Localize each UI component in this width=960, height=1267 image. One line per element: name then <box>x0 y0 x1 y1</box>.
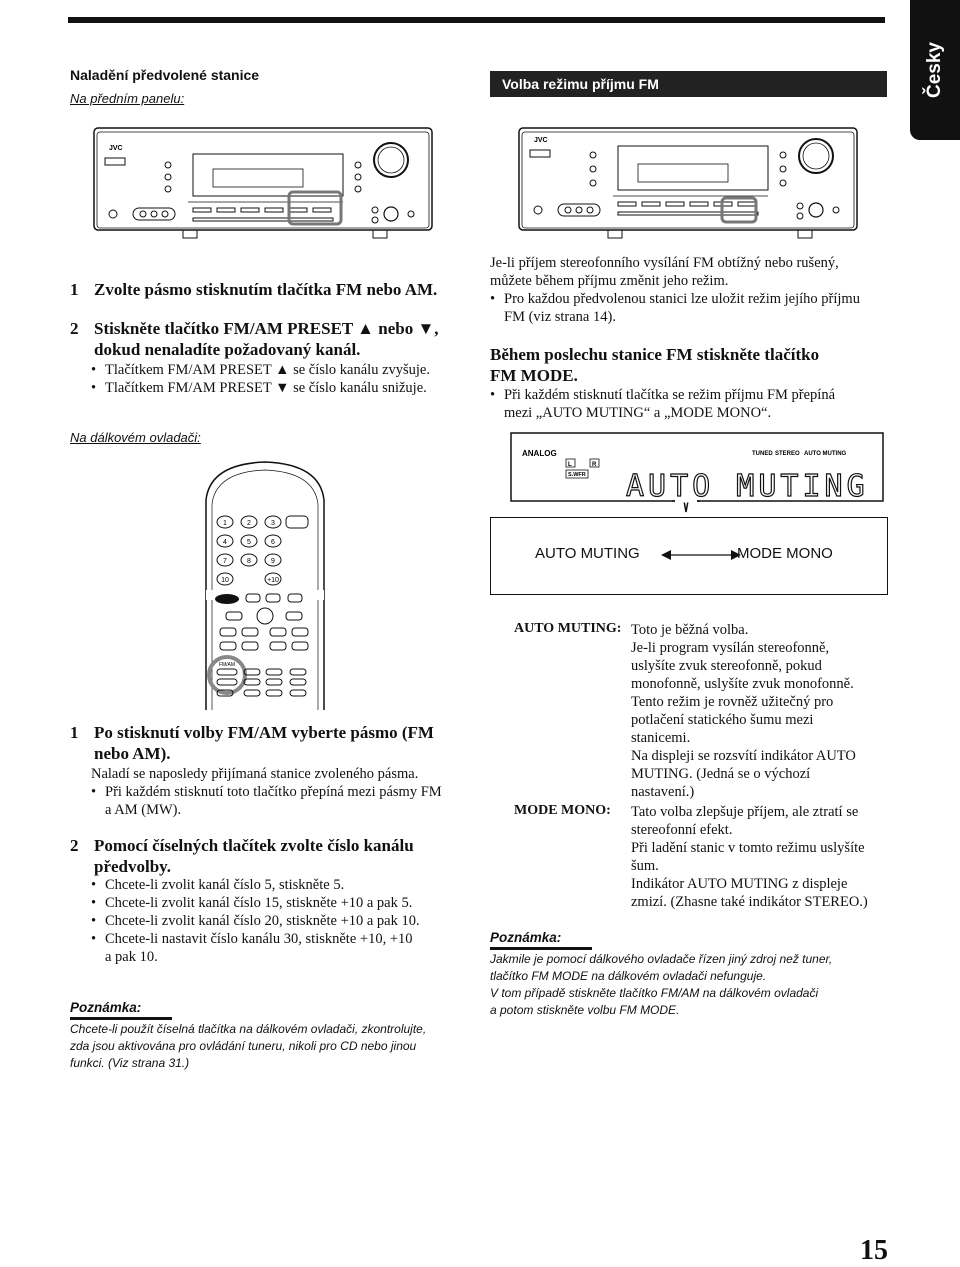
right-note-title: Poznámka: <box>490 930 562 945</box>
note-line: tlačítko FM MODE na dálkovém ovladači nefunguje. <box>490 969 767 983</box>
step-title-line: dokud nenaladíte požadovaný kanál. <box>94 340 361 359</box>
brand-logo: JVC <box>534 137 548 144</box>
bullet-continuation: a AM (MW). <box>105 802 182 818</box>
def-line: Indikátor AUTO MUTING z displeje <box>631 876 848 892</box>
step-title-line: Během poslechu stanice FM stiskněte tlačítko <box>490 345 820 364</box>
analog-indicator: ANALOG <box>522 449 557 458</box>
stereo-indicator: STEREO <box>775 451 800 457</box>
note-line: Jakmile je pomocí dálkového ovladače řízen jiný zdroj než tuner, <box>490 952 833 966</box>
remote-label: Na dálkovém ovladači: <box>70 430 201 445</box>
remote-step-1 <box>70 722 490 764</box>
right-note-text <box>490 951 890 1019</box>
mode-toggle-box <box>490 517 888 595</box>
remote-key: 8 <box>247 558 251 565</box>
def-line: Na displeji se rozsvítí indikátor AUTO <box>631 748 856 764</box>
def-line: Toto je běžná volba. <box>631 622 749 638</box>
def-term-auto-muting: AUTO MUTING: <box>514 621 622 636</box>
remote-key: 1 <box>223 520 227 527</box>
def-mode-mono <box>631 803 901 911</box>
remote-key: 7 <box>223 558 227 565</box>
def-line: MUTING. (Jedná se o výchozí <box>631 766 811 782</box>
remote-step-2 <box>70 835 490 877</box>
language-tab <box>910 0 960 140</box>
segment-display-text: AUTO MUTING <box>626 469 869 504</box>
fm-am-key-label: FM/AM <box>218 662 236 668</box>
remote-step-2-bullets <box>91 876 481 966</box>
remote-key: 4 <box>223 539 227 546</box>
step-text: Naladí se naposledy přijímaná stanice zvoleného pásma. <box>91 766 419 782</box>
double-arrow-icon <box>661 548 741 562</box>
def-line: Tento režim je rovněž užitečný pro <box>631 694 834 710</box>
bullet-item: • Tlačítkem FM/AM PRESET ▲ se číslo kanálu zvyšuje. <box>91 361 471 379</box>
remote-control-illustration <box>200 460 330 710</box>
left-note-text <box>70 1021 470 1072</box>
fm-mode-step <box>490 344 890 386</box>
intro-line: Je-li příjem stereofonního vysílání FM obtížný nebo rušený, <box>490 255 839 271</box>
bullet-item: • Chcete-li zvolit kanál číslo 5, stiskněte 5. <box>91 876 481 894</box>
remote-step-1-body <box>91 765 481 819</box>
right-note-underline <box>490 947 592 950</box>
language-tab-label: Česky <box>924 42 945 98</box>
top-rule <box>68 17 885 23</box>
remote-key: 5 <box>247 539 251 546</box>
def-line: Při ladění stanic v tomto režimu uslyšíte <box>631 840 865 856</box>
step-number: 2 <box>70 836 79 855</box>
display-panel <box>510 432 884 516</box>
bullet-item: • Pro každou předvolenou stanici lze uložit režim jejího příjmu <box>490 290 890 308</box>
receiver-front-panel-right <box>518 122 860 244</box>
bullet-item: • Chcete-li zvolit kanál číslo 20, stiskněte +10 a pak 10. <box>91 912 481 930</box>
toggle-mode-mono: MODE MONO <box>737 545 833 562</box>
def-line: stanicemi. <box>631 730 691 746</box>
def-line: stereofonní efekt. <box>631 822 733 838</box>
note-line: Chcete-li použít číselná tlačítka na dálkovém ovladači, zkontrolujte, <box>70 1022 427 1036</box>
bullet-continuation: mezi „AUTO MUTING“ a „MODE MONO“. <box>504 405 772 421</box>
def-line: monofonně, uslyšíte zvuk monofonně. <box>631 676 854 692</box>
note-line: funkci. (Viz strana 31.) <box>70 1056 190 1070</box>
step-title-line: Po stisknutí volby FM/AM vyberte pásmo (FM <box>94 723 434 742</box>
bullet-item: • Chcete-li zvolit kanál číslo 15, stiskněte +10 a pak 5. <box>91 894 481 912</box>
remote-key: 6 <box>271 539 275 546</box>
remote-key: 3 <box>271 520 275 527</box>
step-title-line: FM MODE. <box>490 366 578 385</box>
l-indicator: L <box>568 462 572 468</box>
tuned-indicator: TUNED <box>752 451 773 457</box>
front-panel-label: Na předním panelu: <box>70 91 185 106</box>
fm-mode-heading: Volba režimu příjmu FM <box>490 71 887 97</box>
def-line: Tato volba zlepšuje příjem, ale ztratí se <box>631 804 859 820</box>
left-heading: Naladění předvolené stanice <box>70 67 260 83</box>
remote-key: +10 <box>267 577 279 584</box>
bullet-item: • Chcete-li nastavit číslo kanálu 30, stiskněte +10, +10 <box>91 930 481 948</box>
step-number: 1 <box>70 723 79 742</box>
remote-key: 9 <box>271 558 275 565</box>
left-note-underline <box>70 1017 172 1020</box>
remote-key: 10 <box>221 577 229 584</box>
receiver-front-panel-left <box>93 122 435 244</box>
def-line: uslyšíte zvuk stereofonně, pokud <box>631 658 822 674</box>
front-step-2-bullets <box>91 361 471 397</box>
step-title-line: předvolby. <box>94 857 171 876</box>
bullet-continuation: FM (viz strana 14). <box>504 309 616 325</box>
step-title-line: Pomocí číselných tlačítek zvolte číslo kanálu <box>94 836 414 855</box>
def-line: šum. <box>631 858 659 874</box>
intro-line: můžete během příjmu změnit jeho režim. <box>490 273 729 289</box>
def-line: potlačení statického šumu mezi <box>631 712 814 728</box>
note-line: a potom stiskněte volbu FM MODE. <box>490 1003 680 1017</box>
bullet-item: • Při každém stisknutí tlačítka se režim příjmu FM přepíná <box>490 386 890 404</box>
right-intro <box>490 254 890 326</box>
step-title: Zvolte pásmo stisknutím tlačítka FM nebo AM. <box>94 280 438 299</box>
auto-muting-indicator: AUTO MUTING <box>804 451 847 457</box>
bullet-item: • Tlačítkem FM/AM PRESET ▼ se číslo kanálu snižuje. <box>91 379 471 397</box>
left-note-title: Poznámka: <box>70 1000 142 1015</box>
step-title-line: Stiskněte tlačítko FM/AM PRESET ▲ nebo ▼, <box>94 319 439 338</box>
remote-key: 2 <box>247 520 251 527</box>
front-step-2 <box>70 318 480 360</box>
step-number: 1 <box>70 280 79 299</box>
def-line: Je-li program vysílán stereofonně, <box>631 640 830 656</box>
r-indicator: R <box>592 462 597 468</box>
brand-logo: JVC <box>109 145 123 152</box>
step-number: 2 <box>70 319 79 338</box>
bullet-continuation: a pak 10. <box>105 949 158 965</box>
page-number: 15 <box>860 1235 888 1266</box>
step-title-line: nebo AM). <box>94 744 171 763</box>
fm-mode-bullets <box>490 386 890 422</box>
bullet-item: • Při každém stisknutí toto tlačítko přepíná mezi pásmy FM <box>91 783 481 801</box>
def-auto-muting <box>631 621 891 801</box>
note-line: V tom případě stiskněte tlačítko FM/AM na dálkovém ovladači <box>490 986 819 1000</box>
def-line: nastavení.) <box>631 784 695 800</box>
toggle-auto-muting: AUTO MUTING <box>535 545 640 562</box>
note-line: zda jsou aktivována pro ovládání tuneru, nikoli pro CD nebo jinou <box>70 1039 417 1053</box>
def-line: zmizí. (Zhasne také indikátor STEREO.) <box>631 894 868 910</box>
swfr-indicator: S.WFR <box>568 472 586 478</box>
def-term-mode-mono: MODE MONO: <box>514 803 611 818</box>
front-step-1 <box>70 279 470 300</box>
